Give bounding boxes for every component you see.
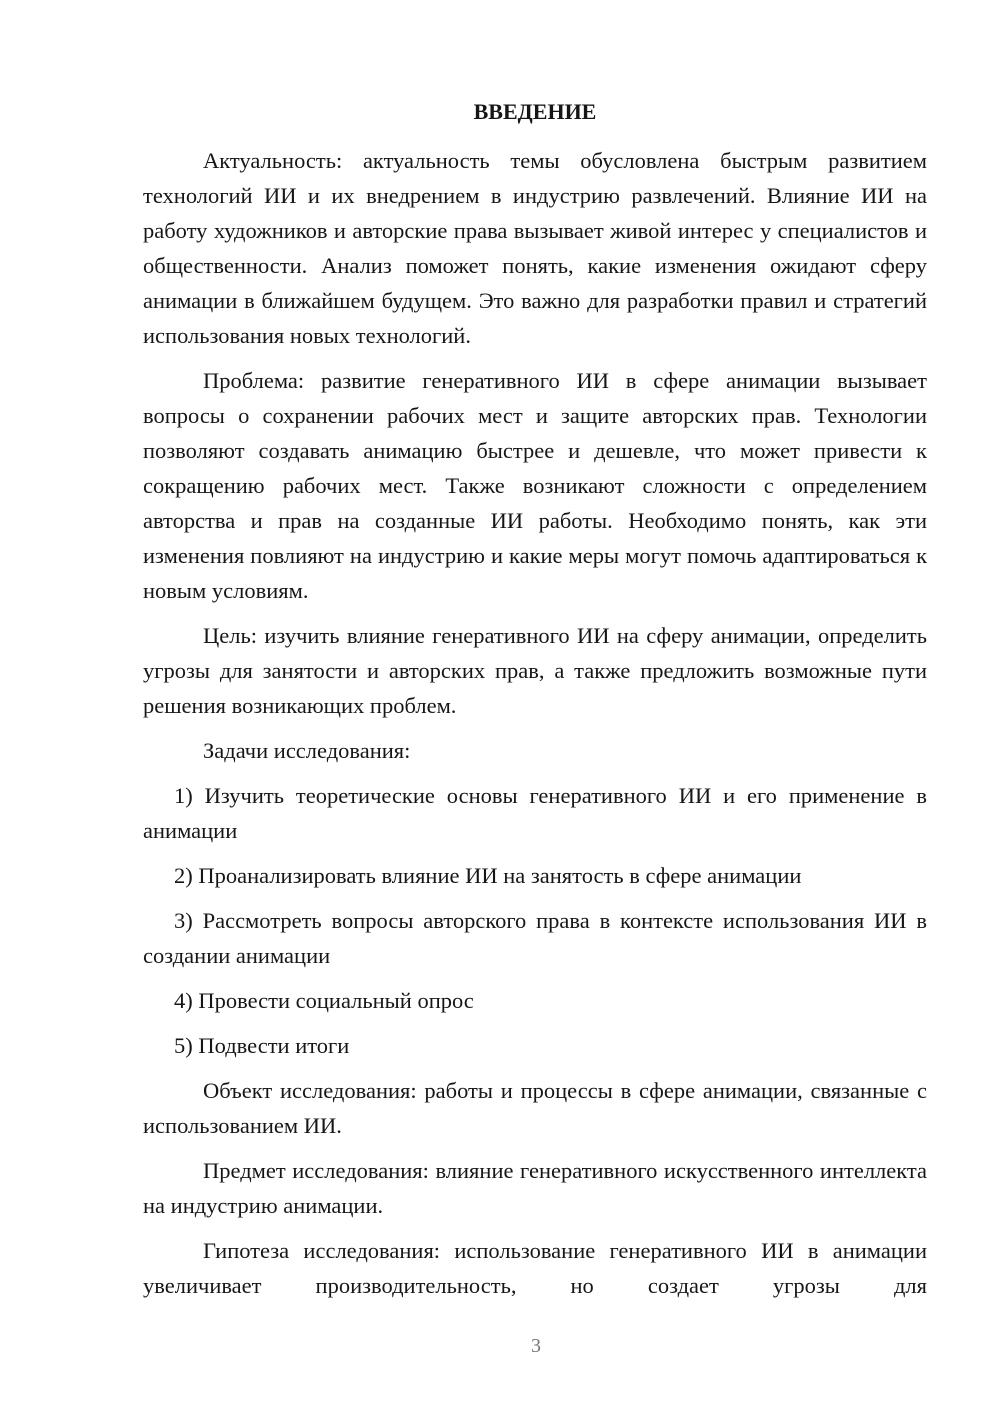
task-item-2: 2) Проанализировать влияние ИИ на занятость в сфере анимации xyxy=(174,863,802,888)
paragraph-problem: Проблема: развитие генеративного ИИ в сфере анимации вызывает вопросы о сохранении рабочих мест и защите авторских прав. Технологии позволяют создавать анимацию быстрее и дешевле, что может привести к сокращению рабочих мест. Также возникают сложности с определением авторства и прав на созданные ИИ работы. Необходимо понять, как эти изменения повлияют на индустрию и какие меры могут помочь адаптироваться к новым условиям. xyxy=(143,368,927,603)
task-item-3: 3) Рассмотреть вопросы авторского права в контексте использования ИИ в создании анимации xyxy=(143,908,927,968)
paragraph-subject: Предмет исследования: влияние генеративного искусственного интеллекта на индустрию анимации. xyxy=(143,1158,927,1218)
page-number: 3 xyxy=(531,1335,541,1357)
paragraph-object: Объект исследования: работы и процессы в сфере анимации, связанные с использованием ИИ. xyxy=(143,1078,927,1138)
paragraph-hypothesis: Гипотеза исследования: использование генеративного ИИ в анимации увеличивает производительность, но создает угрозы для xyxy=(143,1238,927,1298)
task-item-5: 5) Подвести итоги xyxy=(174,1033,350,1058)
paragraph-goal: Цель: изучить влияние генеративного ИИ на сферу анимации, определить угрозы для занятости и авторских прав, а также предложить возможные пути решения возникающих проблем. xyxy=(143,623,927,718)
page-content xyxy=(143,94,927,1313)
section-title: ВВЕДЕНИЕ xyxy=(473,99,597,124)
task-item-4: 4) Провести социальный опрос xyxy=(174,988,474,1013)
paragraph-tasks-heading: Задачи исследования: xyxy=(203,738,411,763)
paragraph-relevance: Актуальность: актуальность темы обусловлена быстрым развитием технологий ИИ и их внедрением в индустрию развлечений. Влияние ИИ на работу художников и авторские права вызывает живой интерес у специалистов и общественности. Анализ поможет понять, какие изменения ожидают сферу анимации в ближайшем будущем. Это важно для разработки правил и стратегий использования новых технологий. xyxy=(143,148,927,348)
task-item-1: 1) Изучить теоретические основы генеративного ИИ и его применение в анимации xyxy=(143,783,927,843)
